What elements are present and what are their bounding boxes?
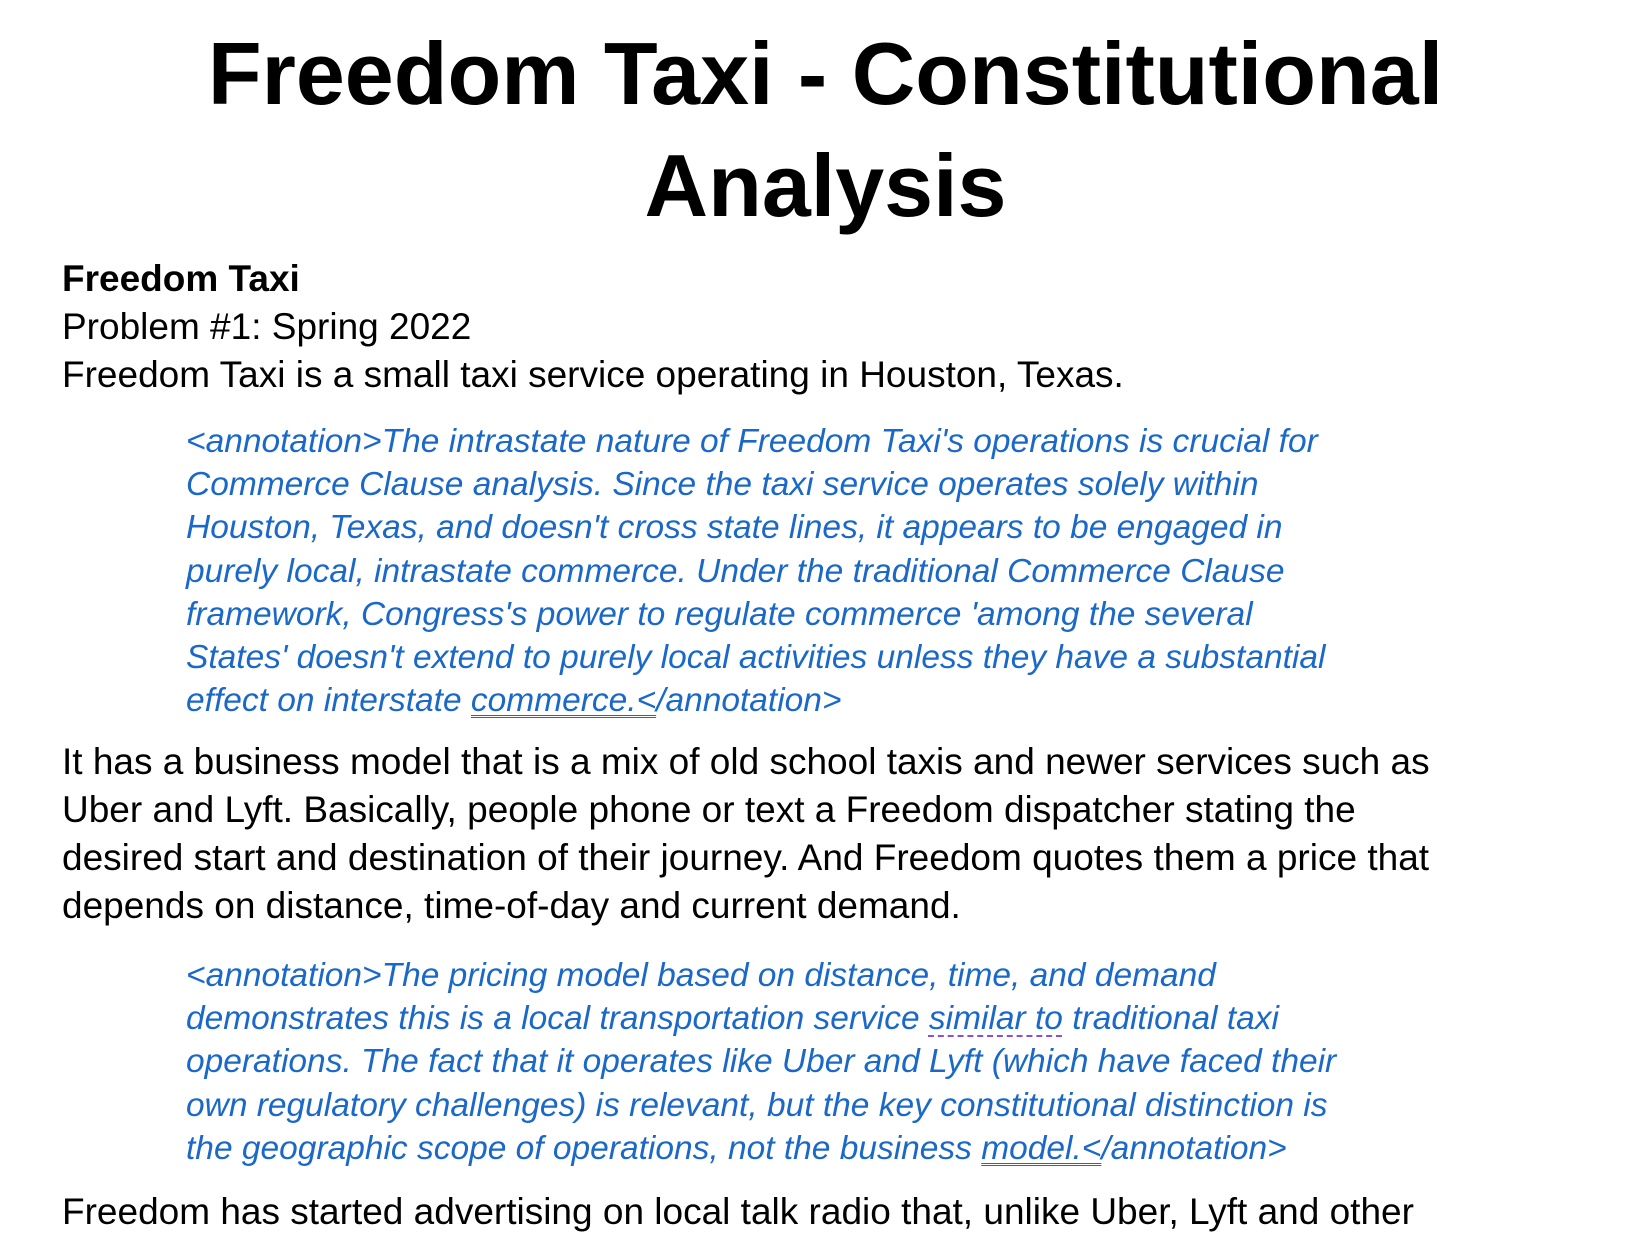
title-line-2: Analysis: [644, 136, 1007, 235]
annotation-line: own regulatory challenges) is relevant, but the key constitutional distinction is: [186, 1086, 1328, 1124]
problem-label: Problem #1: Spring 2022: [62, 306, 472, 347]
paragraph-line: depends on distance, time-of-day and current demand.: [62, 885, 961, 926]
paragraph-line: desired start and destination of their journey. And Freedom quotes them a price that: [62, 837, 1430, 878]
annotation-line-last: [186, 679, 1526, 722]
annotation-line: purely local, intrastate commerce. Under the traditional Commerce Clause: [186, 552, 1285, 590]
annotation-line: operations. The fact that it operates like Uber and Lyft (which have faced their: [186, 1043, 1337, 1081]
annotation-block-2: [186, 954, 1526, 1170]
annotation-text: effect on interstate: [186, 682, 471, 720]
annotation-line: framework, Congress's power to regulate commerce 'among the several: [186, 595, 1253, 633]
annotation-line: <annotation>The pricing model based on distance, time, and demand: [186, 957, 1216, 994]
intro-paragraph: Freedom Taxi is a small taxi service operating in Houston, Texas.: [62, 354, 1124, 395]
paragraph-line: It has a business model that is a mix of old school taxis and newer services such as: [62, 741, 1430, 782]
title-line-1: Freedom Taxi - Constitutional: [207, 24, 1444, 123]
annotation-text: traditional taxi: [1062, 1000, 1279, 1038]
annotation-line: Commerce Clause analysis. Since the taxi service operates solely within: [186, 466, 1259, 504]
underlined-word[interactable]: model.<: [981, 1129, 1102, 1167]
annotation-line: <annotation>The intrastate nature of Freedom Taxi's operations is crucial for: [186, 423, 1318, 460]
annotation-text: demonstrates this is a local transportation service: [186, 1000, 929, 1038]
annotation-line: [186, 997, 1526, 1040]
grammar-suggestion-underline[interactable]: similar to: [928, 1000, 1063, 1038]
annotation-text: the geographic scope of operations, not the business: [186, 1129, 982, 1167]
annotation-text: /annotation>: [656, 682, 842, 720]
paragraph-advertising-partial: Freedom has started advertising on local talk radio that, unlike Uber, Lyft and other: [62, 1191, 1414, 1232]
subheading: Freedom Taxi: [62, 258, 300, 299]
annotation-line-last: [186, 1127, 1526, 1170]
paragraph-line: Uber and Lyft. Basically, people phone or text a Freedom dispatcher stating the: [62, 789, 1356, 830]
annotation-text: /annotation>: [1101, 1129, 1287, 1167]
annotation-line: States' doesn't extend to purely local activities unless they have a substantial: [186, 639, 1326, 677]
underlined-word[interactable]: commerce.<: [470, 682, 657, 720]
annotation-block-1: [186, 420, 1526, 722]
annotation-line: Houston, Texas, and doesn't cross state lines, it appears to be engaged in: [186, 509, 1283, 547]
paragraph-business-model: [62, 738, 1622, 930]
document-title: [0, 18, 1651, 242]
